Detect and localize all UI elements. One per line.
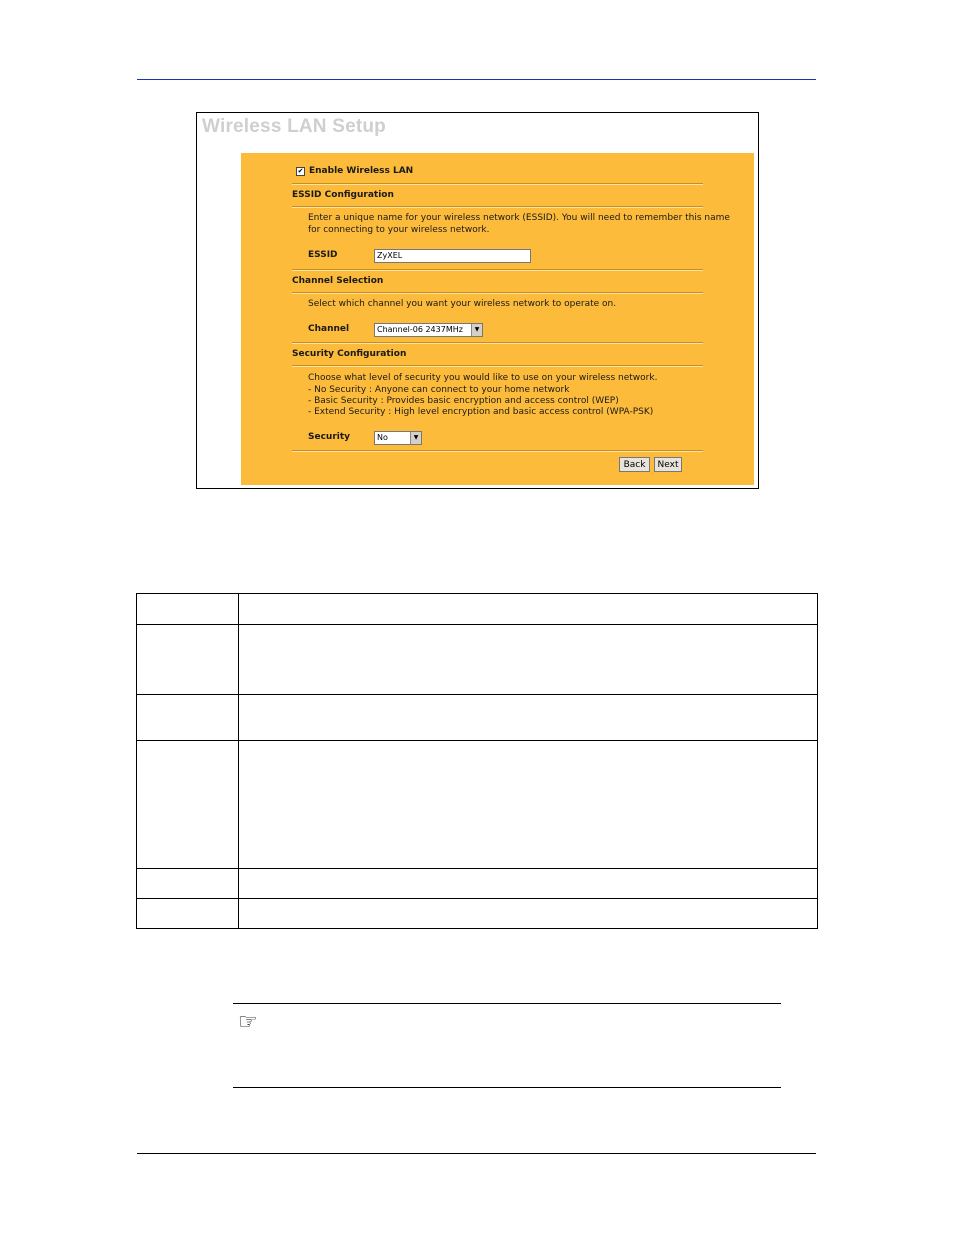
- wireless-lan-setup-screen: [196, 112, 759, 489]
- table-cell: [239, 741, 818, 869]
- table-cell: [239, 695, 818, 741]
- screen-title: Wireless LAN Setup: [202, 116, 386, 137]
- table-row: [137, 625, 818, 695]
- security-description-line3: - Basic Security : Provides basic encryption and access control (WEP): [308, 396, 619, 406]
- essid-field-label: ESSID: [308, 250, 338, 260]
- channel-field-label: Channel: [308, 324, 350, 334]
- chevron-down-icon[interactable]: ▼: [471, 324, 482, 336]
- table-row: [137, 869, 818, 899]
- essid-description-line1: Enter a unique name for your wireless network (ESSID). You will need to remember this name: [308, 213, 730, 223]
- table-cell: [137, 625, 239, 695]
- table-row: [137, 695, 818, 741]
- table-cell: [239, 625, 818, 695]
- channel-description: Select which channel you want your wireless network to operate on.: [308, 299, 617, 309]
- security-description-line2: - No Security : Anyone can connect to your home network: [308, 385, 570, 395]
- enable-wlan-checkbox[interactable]: [296, 167, 305, 176]
- note-top-rule: [233, 1003, 781, 1004]
- table-cell: [137, 594, 239, 625]
- divider: [292, 292, 703, 294]
- channel-select-value: Channel-06 2437MHz: [377, 325, 463, 334]
- table-row: [137, 741, 818, 869]
- field-description-table: [136, 593, 818, 929]
- next-button[interactable]: Next: [654, 457, 682, 472]
- chevron-down-icon[interactable]: ▼: [410, 432, 421, 444]
- table-cell: [137, 695, 239, 741]
- security-description-line4: - Extend Security : High level encryption and basic access control (WPA-PSK): [308, 407, 654, 417]
- enable-wlan-label: Enable Wireless LAN: [309, 166, 414, 176]
- divider: [292, 342, 703, 344]
- back-button[interactable]: Back: [619, 457, 650, 472]
- security-select[interactable]: [374, 431, 422, 445]
- note-bottom-rule: [233, 1087, 781, 1088]
- table-cell: [137, 741, 239, 869]
- security-field-label: Security: [308, 432, 351, 442]
- page-header-rule: [137, 79, 816, 80]
- security-select-value: No: [377, 433, 388, 442]
- essid-heading: ESSID Configuration: [292, 190, 394, 200]
- divider: [292, 206, 703, 208]
- divider: [292, 450, 703, 452]
- security-heading: Security Configuration: [292, 349, 407, 359]
- security-description-line1: Choose what level of security you would like to use on your wireless network.: [308, 373, 658, 383]
- table-cell: [239, 869, 818, 899]
- table-row: [137, 899, 818, 929]
- setup-panel: [241, 153, 754, 485]
- channel-select[interactable]: [374, 323, 483, 337]
- table-cell: [239, 594, 818, 625]
- table-cell: [137, 899, 239, 929]
- pointing-hand-icon: ☞: [238, 1010, 258, 1035]
- essid-input[interactable]: ZyXEL: [374, 249, 531, 263]
- divider: [292, 365, 703, 367]
- page-footer-rule: [137, 1153, 816, 1154]
- divider: [292, 183, 703, 185]
- essid-description-line2: for connecting to your wireless network.: [308, 225, 490, 235]
- table-row: [137, 594, 818, 625]
- divider: [292, 269, 703, 271]
- checkmark-icon: ✔: [297, 167, 304, 175]
- table-cell: [137, 869, 239, 899]
- channel-heading: Channel Selection: [292, 276, 384, 286]
- table-cell: [239, 899, 818, 929]
